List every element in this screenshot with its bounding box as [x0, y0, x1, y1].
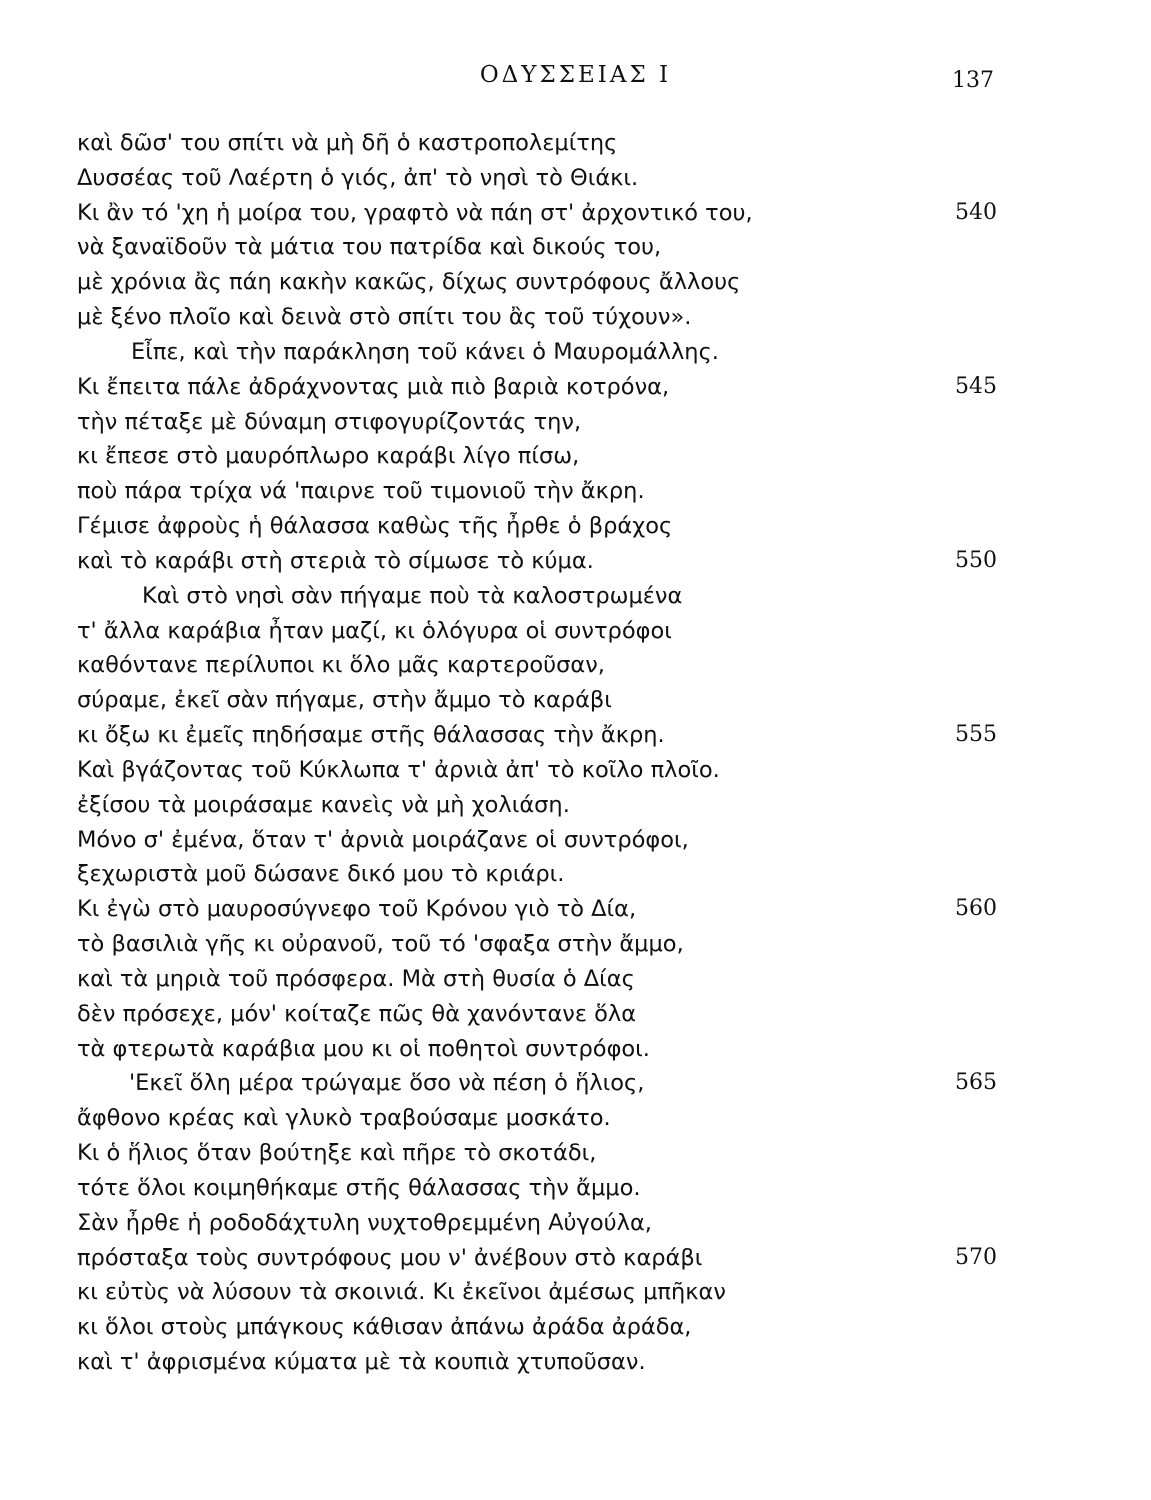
verse-text: Καὶ βγάζοντας τοῦ Κύκλωπα τ' ἀρνιὰ ἀπ' τὸ κοῖλο πλοῖο. [77, 756, 720, 783]
verse-line [77, 335, 997, 370]
verse-text: ἐξίσου τὰ μοιράσαμε κανεὶς νὰ μὴ χολιάση. [77, 791, 570, 818]
verse-line [77, 997, 997, 1032]
verse-text: ξεχωριστὰ μοῦ δώσανε δικό μου τὸ κριάρι. [77, 861, 565, 888]
verse-line [77, 857, 997, 892]
verse-text: Εἶπε, καὶ τὴν παράκληση τοῦ κάνει ὁ Μαυρομάλλης. [131, 338, 719, 365]
verse-line [77, 788, 997, 823]
verse-line [77, 1066, 997, 1101]
verse-line [77, 1206, 997, 1241]
verse-line [77, 683, 997, 718]
verse-text: τὰ φτερωτὰ καράβια μου κι οἱ ποθητοὶ συντρόφοι. [77, 1035, 650, 1062]
verse-line [77, 544, 997, 579]
verse-line [77, 1275, 997, 1310]
verse-text: Κι ἂν τό 'χη ἡ μοίρα του, γραφτὸ νὰ πάη στ' ἀρχοντικό του, [77, 199, 753, 226]
verse-line [77, 1310, 997, 1345]
verse-line [77, 126, 997, 161]
verse-line [77, 370, 997, 405]
verse-line [77, 230, 997, 265]
verse-line [77, 265, 997, 300]
verse-text: σύραμε, ἐκεῖ σὰν πήγαμε, στὴν ἄμμο τὸ καράβι [77, 687, 612, 714]
verse-text: Σὰν ἦρθε ἡ ροδοδάχτυλη νυχτοθρεμμένη Αὐγούλα, [77, 1209, 652, 1236]
verse-text: τότε ὅλοι κοιμηθήκαμε στῆς θάλασσας τὴν ἄμμο. [77, 1174, 641, 1201]
verse-line [77, 1032, 997, 1067]
verse-text: καθόντανε περίλυποι κι ὅλο μᾶς καρτεροῦσαν, [77, 652, 605, 679]
verse-text: 'Εκεῖ ὅλη μέρα τρώγαμε ὅσο νὰ πέση ὁ ἥλιος, [129, 1070, 645, 1097]
verse-line [77, 1101, 997, 1136]
verse-text: καὶ δῶσ' του σπίτι νὰ μὴ δῆ ὁ καστροπολεμίτης [77, 130, 618, 156]
verse-text: τὸ βασιλιὰ γῆς κι οὐρανοῦ, τοῦ τό 'σφαξα στὴν ἄμμο, [77, 931, 684, 958]
verse-text: κι ὄξω κι ἐμεῖς πηδήσαμε στῆς θάλασσας τὴν ἄκρη. [77, 722, 665, 749]
verse-line [77, 753, 997, 788]
verse-text: τὴν πέταξε μὲ δύναμη στιφογυρίζοντάς την, [77, 408, 582, 435]
verse-line [77, 614, 997, 649]
verse-text: κι εὐτὺς νὰ λύσουν τὰ σκοινιά. Κι ἐκεῖνοι ἀμέσως μπῆκαν [77, 1279, 726, 1306]
verse-line [77, 161, 997, 196]
verse-text: μὲ χρόνια ἂς πάη κακὴν κακῶς, δίχως συντρόφους ἄλλους [77, 269, 741, 296]
verse-line [77, 405, 997, 440]
verse-text: Δυσσέας τοῦ Λαέρτη ὁ γιός, ἀπ' τὸ νησὶ τὸ Θιάκι. [77, 164, 639, 191]
verse-text: κι ἔπεσε στὸ μαυρόπλωρο καράβι λίγο πίσω, [77, 443, 580, 470]
verse-line [77, 1345, 997, 1380]
verse-line [77, 648, 997, 683]
verse-line [77, 439, 997, 474]
verse-line [77, 300, 997, 335]
verse-line [77, 962, 997, 997]
line-number: 560 [955, 896, 997, 922]
line-number: 570 [955, 1244, 997, 1270]
line-number: 565 [955, 1070, 997, 1096]
verse-text: καὶ τὰ μηριὰ τοῦ πρόσφερα. Μὰ στὴ θυσία ὁ Δίας [77, 965, 635, 992]
running-title: ΟΔΥΣΣΕΙΑΣ Ι [479, 62, 672, 88]
line-number: 550 [955, 547, 997, 573]
verse-text: δὲν πρόσεχε, μόν' κοίταζε πῶς θὰ χανόντανε ὅλα [77, 1000, 637, 1027]
verse-text: Κι ἔπειτα πάλε ἀδράχνοντας μιὰ πιὸ βαριὰ κοτρόνα, [77, 373, 670, 400]
verse-line [77, 509, 997, 544]
verse-line [77, 1171, 997, 1206]
verse-text: νὰ ξαναϊδοῦν τὰ μάτια του πατρίδα καὶ δικούς του, [77, 234, 662, 261]
line-number: 540 [955, 199, 997, 225]
page-number: 137 [952, 68, 994, 93]
verse-text: κι ὅλοι στοὺς μπάγκους κάθισαν ἀπάνω ἀράδα ἀράδα, [77, 1314, 692, 1341]
verse-line [77, 823, 997, 858]
verse-text: καὶ τὸ καράβι στὴ στεριὰ τὸ σίμωσε τὸ κύμα. [77, 547, 594, 574]
verse-line [77, 474, 997, 509]
verse-text: Γέμισε ἀφροὺς ἡ θάλασσα καθὼς τῆς ἦρθε ὁ βράχος [77, 513, 673, 540]
verse-text: Κι ὁ ἥλιος ὅταν βούτηξε καὶ πῆρε τὸ σκοτάδι, [77, 1140, 597, 1167]
verse-text: ποὺ πάρα τρίχα νά 'παιρνε τοῦ τιμονιοῦ τὴν ἄκρη. [77, 478, 645, 505]
verse-line [77, 196, 997, 231]
verse-text: Καὶ στὸ νησὶ σὰν πήγαμε ποὺ τὰ καλοστρωμένα [142, 582, 683, 609]
verse-text: Κι ἐγὼ στὸ μαυροσύγνεφο τοῦ Κρόνου γιὸ τὸ Δία, [77, 896, 637, 923]
verse-line [77, 892, 997, 927]
verse-line [77, 1241, 997, 1276]
verse-text: πρόσταξα τοὺς συντρόφους μου ν' ἀνέβουν στὸ καράβι [77, 1244, 703, 1271]
verse-text: μὲ ξένο πλοῖο καὶ δεινὰ στὸ σπίτι του ἂς τοῦ τύχουν». [77, 304, 692, 331]
verse-line [77, 1136, 997, 1171]
verse-line [77, 718, 997, 753]
verse-text: ἄφθονο κρέας καὶ γλυκὸ τραβούσαμε μοσκάτο. [77, 1105, 611, 1132]
line-number: 545 [955, 373, 997, 399]
verse-text: Μόνο σ' ἐμένα, ὅταν τ' ἀρνιὰ μοιράζανε οἱ συντρόφοι, [77, 826, 689, 853]
verse-text: τ' ἄλλα καράβια ἦταν μαζί, κι ὁλόγυρα οἱ συντρόφοι [77, 617, 672, 644]
verse-block [77, 126, 997, 1380]
verse-line [77, 579, 997, 614]
line-number: 555 [955, 722, 997, 748]
verse-text: καὶ τ' ἀφρισμένα κύματα μὲ τὰ κουπιὰ χτυποῦσαν. [77, 1348, 646, 1375]
verse-line [77, 927, 997, 962]
